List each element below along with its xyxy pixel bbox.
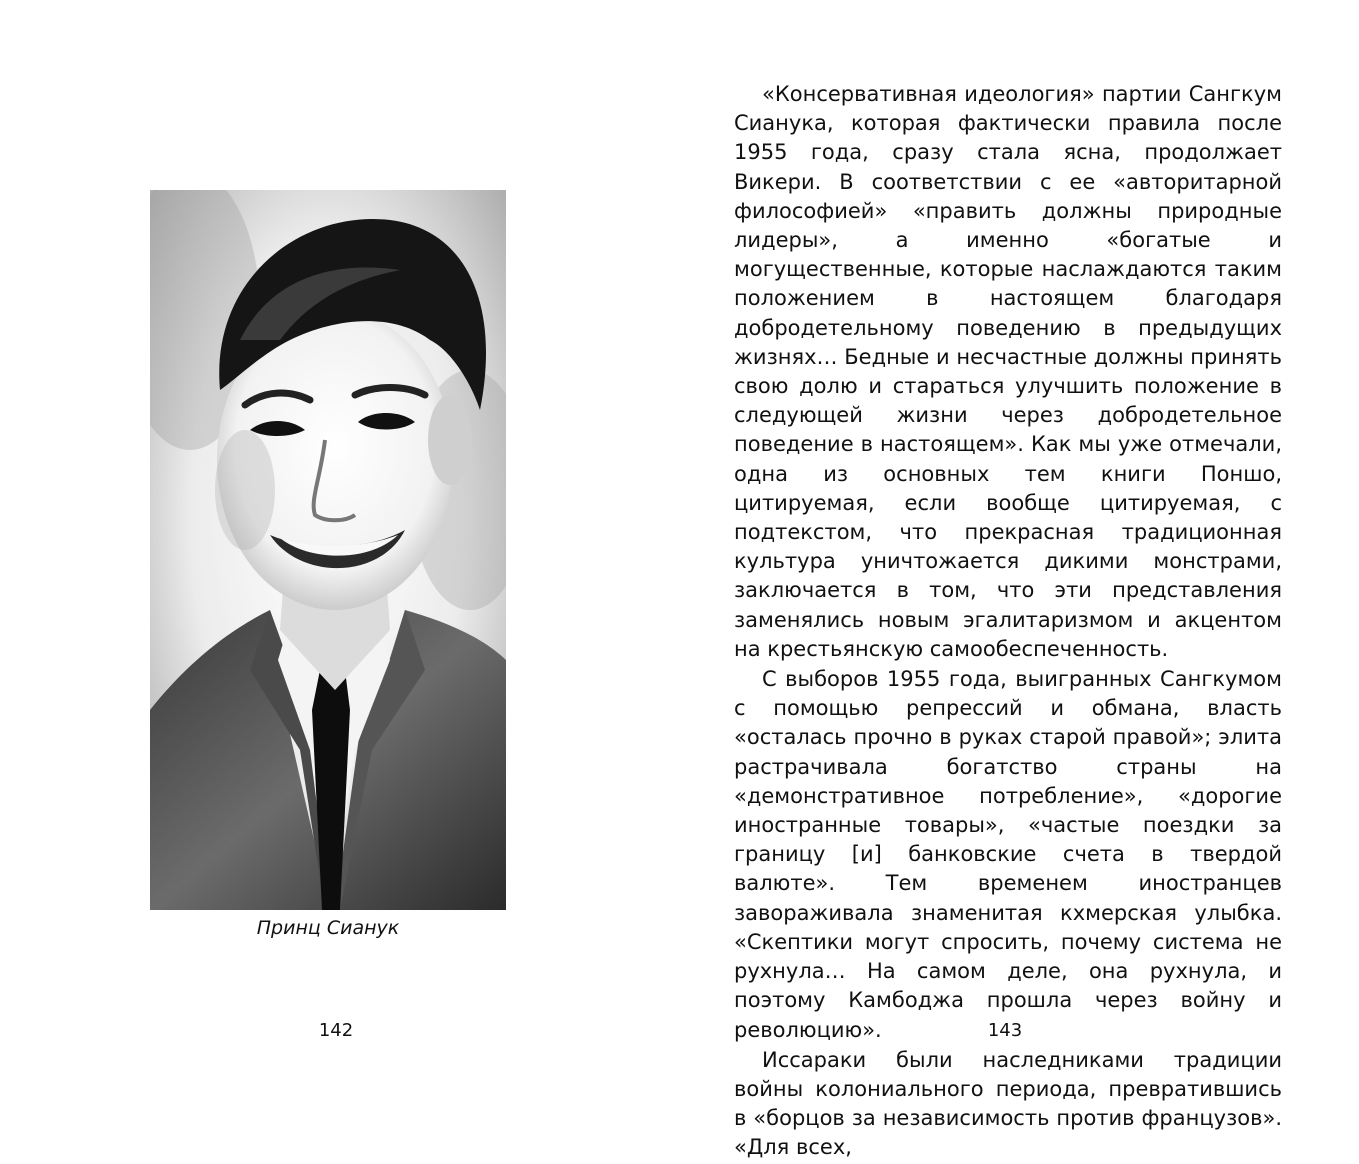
portrait-photo xyxy=(150,190,506,910)
paragraph: Иссараки были наследниками традиции войны колониального периода, превратившись в «борцов за независимость против французов». «Для всех, xyxy=(734,1047,1282,1160)
page-number-right: 143 xyxy=(987,1020,1023,1041)
right-page xyxy=(680,0,1359,1160)
paragraph: С выборов 1955 года, выигранных Сангкумом с помощью репрессий и обмана, власть «осталась прочно в руках старой правой»; элита растрачивала богатство страны на «демонстративное потребление», «дорогие иностранные товары», «частые поездки за границу [и] банковские счета в твердой валюте». Тем временем иностранцев завораживала знаменитая кхмерская улыбка. «Скептики могут спросить, почему система не рухнула… На самом деле, она рухнула, и поэтому Камбоджа прошла через войну и революцию». xyxy=(734,667,1282,1042)
paragraph: «Консервативная идеология» партии Сангкум Сианука, которая фактически правила после 1955 года, сразу стала ясна, продолжает Викери. В соответствии с ее «авторитарной философией» «править должны природные лидеры», а именно «богатые и могущественные, которые наслаждаются таким положением в настоящем благодаря добродетельному поведению в предыдущих жизнях… Бедные и несчастные должны принять свою долю и стараться улучшить положение в следующей жизни через добродетельное поведение в настоящем». Как мы уже отмечали, одна из основных тем книги Поншо, цитируемая, если вообще цитируемая, с подтекстом, что прекрасная традиционная культура уничтожается дикими монстрами, заключается в том, что эти представления заменялись новым эгалитаризмом и акцентом на крестьянскую самообеспеченность. xyxy=(734,82,1282,661)
page-number-left: 142 xyxy=(318,1020,354,1041)
left-page xyxy=(0,0,680,1080)
photo-caption: Принц Сианук xyxy=(256,917,400,939)
body-text xyxy=(734,80,1282,1164)
